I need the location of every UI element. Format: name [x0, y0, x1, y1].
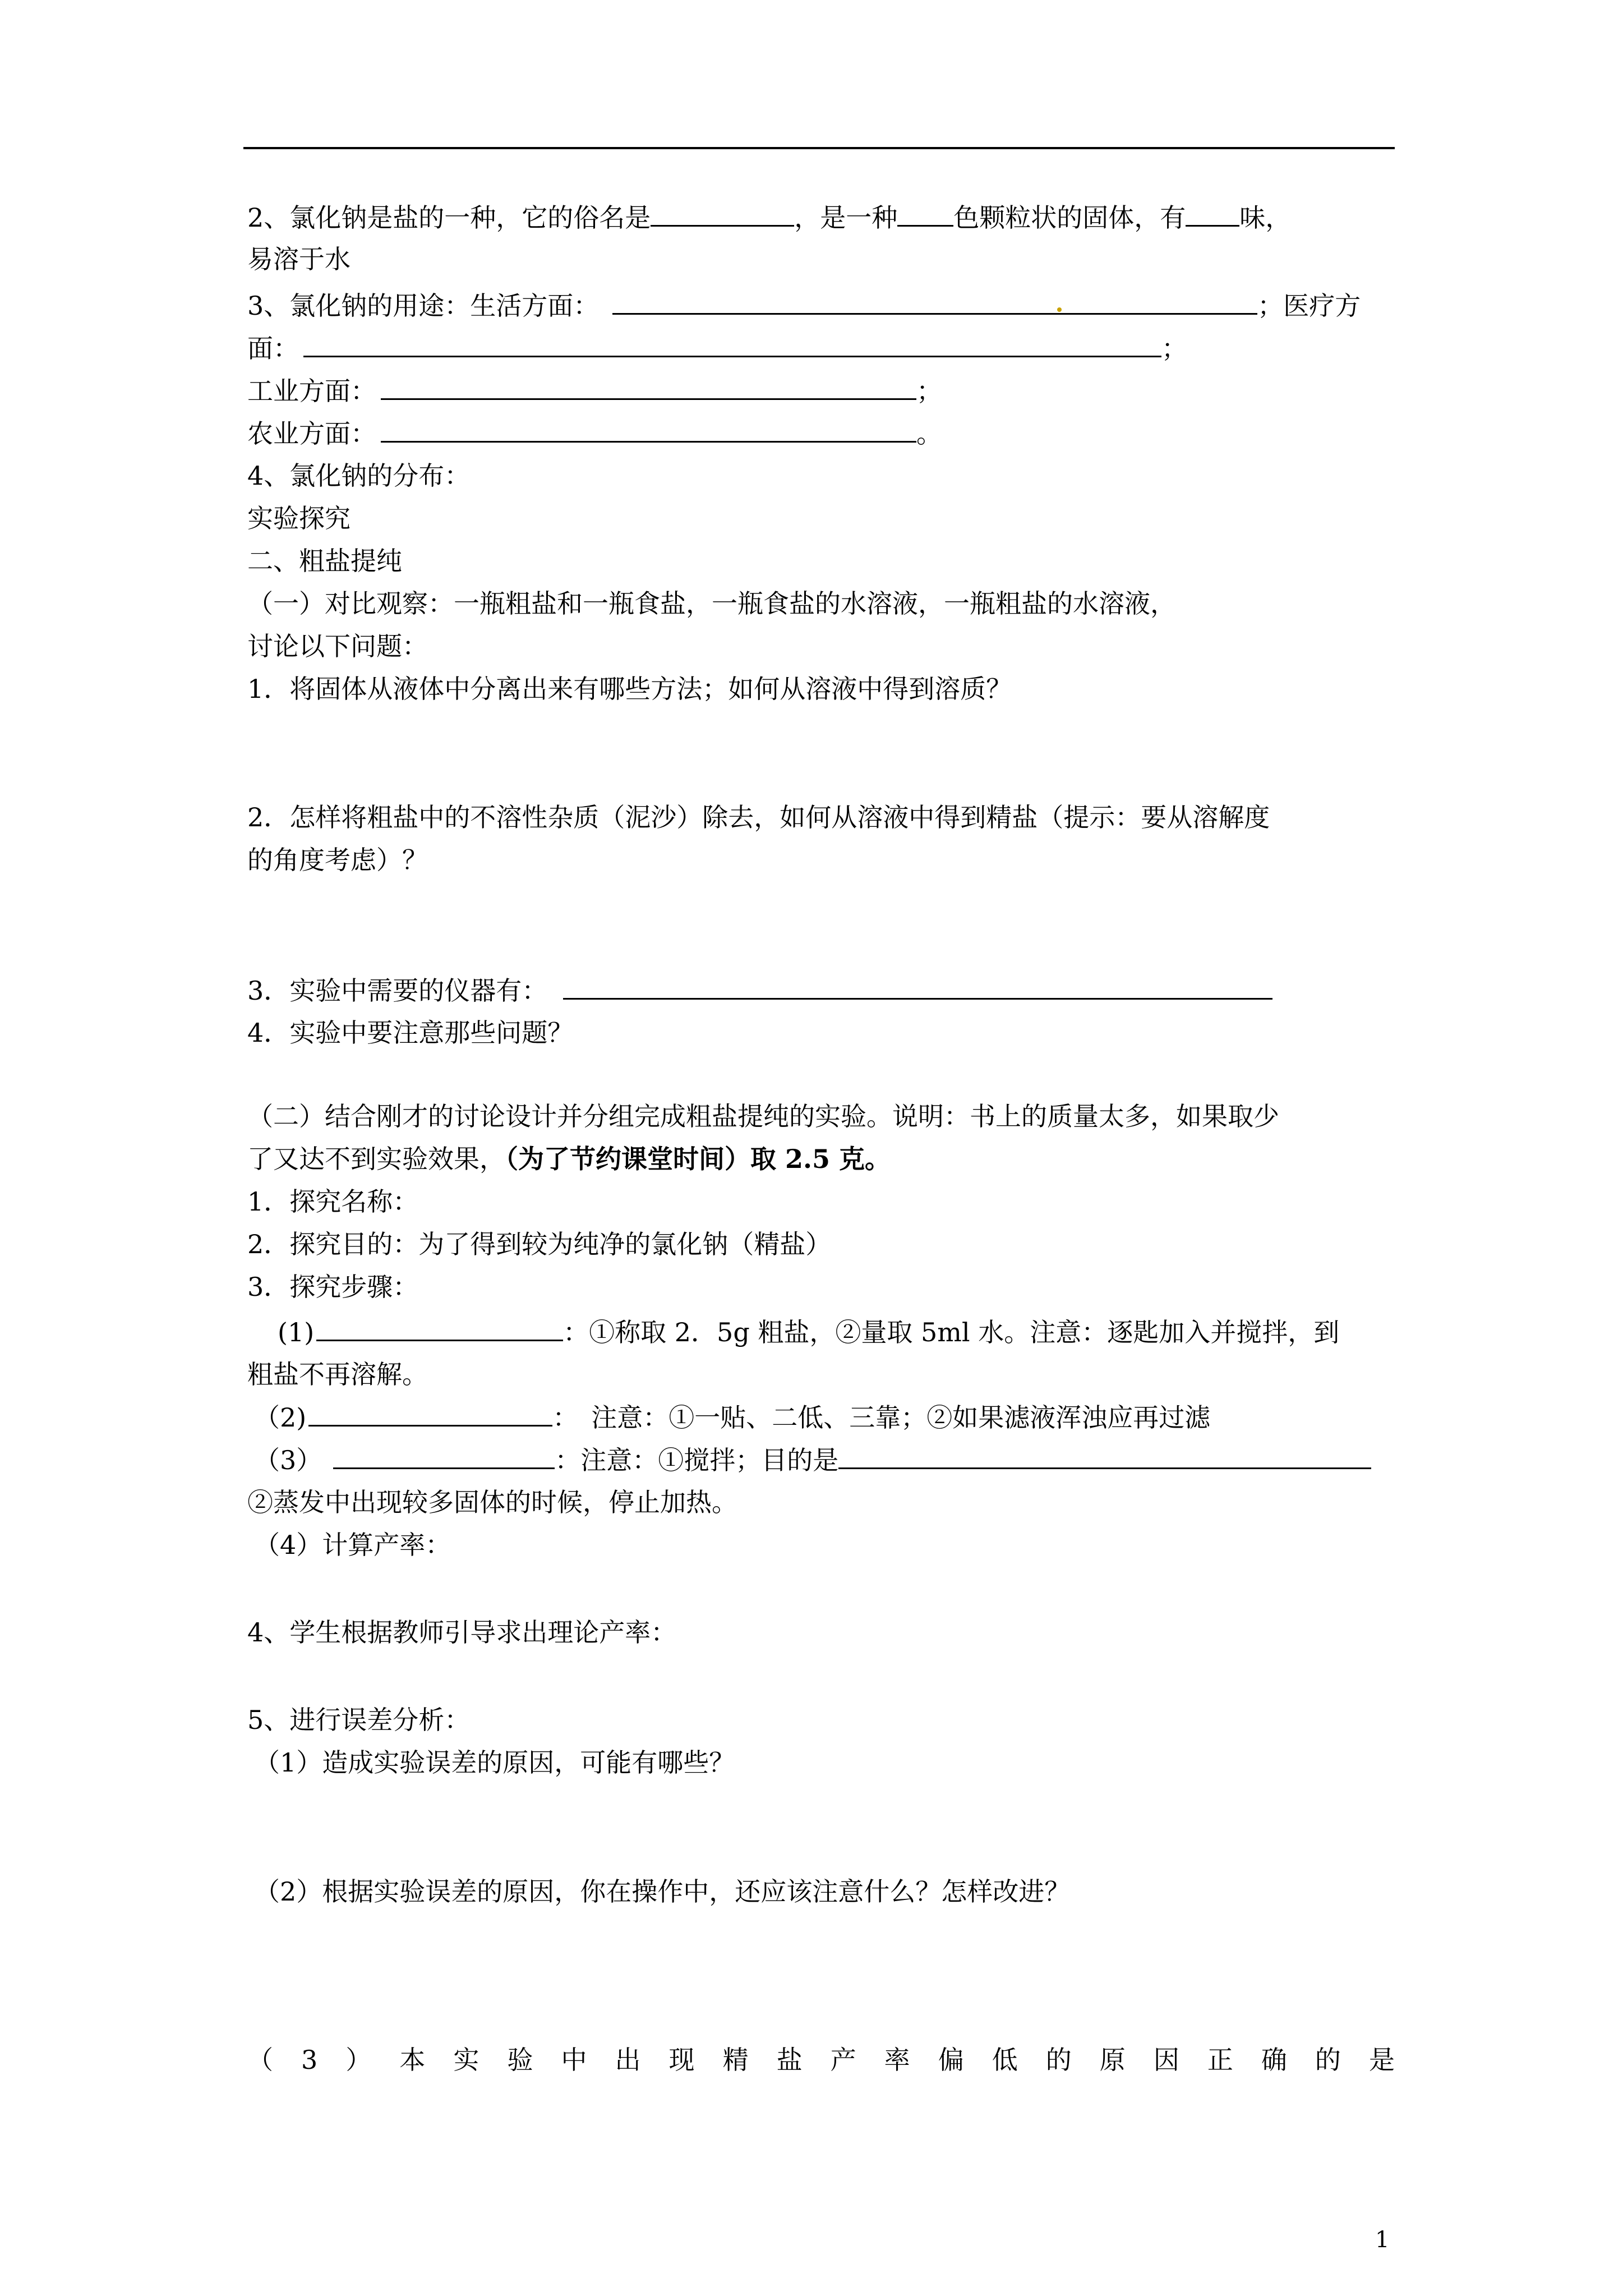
text-line: 4、氯化钠的分布： — [247, 461, 471, 491]
char: 的 — [1045, 2045, 1072, 2075]
char: 率 — [884, 2045, 910, 2075]
blank-step-2[interactable] — [308, 1400, 552, 1427]
text-line: 讨论以下问题： — [247, 631, 428, 661]
char: 低 — [992, 2045, 1018, 2075]
char: 精 — [722, 2045, 749, 2075]
industry-line: 工业方面： ； — [247, 374, 942, 408]
step-3-line: （3） ：注意：①搅拌；目的是 — [254, 1443, 1371, 1477]
text-line: 4．实验中要注意那些问题？ — [247, 1018, 574, 1048]
char: 实 — [453, 2045, 479, 2075]
char: 因 — [1153, 2045, 1179, 2075]
blank-medical-use[interactable] — [303, 331, 1161, 357]
char: 偏 — [938, 2045, 964, 2075]
medical-line: 面： ； — [247, 331, 1187, 365]
char: 原 — [1099, 2045, 1126, 2075]
text-line: ②蒸发中出现较多固体的时候，停止加热。 — [247, 1487, 737, 1517]
char: 是 — [1368, 2045, 1395, 2075]
blank-industry-use[interactable] — [381, 374, 916, 400]
blank-taste[interactable] — [1186, 200, 1239, 227]
blank-color[interactable] — [897, 200, 953, 227]
blank-step-3[interactable] — [333, 1443, 555, 1469]
blank-common-name[interactable] — [651, 200, 794, 227]
blank-step-1[interactable] — [316, 1315, 563, 1341]
question-3-line: 3、氯化钠的用途：生活方面： ；医疗方 — [247, 288, 1361, 323]
text-line: 易溶于水 — [247, 244, 351, 274]
instruments-line: 3．实验中需要的仪器有： — [247, 973, 1272, 1007]
text-line: 2．探究目的：为了得到较为纯净的氯化钠（精盐） — [247, 1229, 832, 1259]
blank-daily-use[interactable] — [612, 288, 1257, 315]
text-line: 4、学生根据教师引导求出理论产率： — [247, 1617, 677, 1648]
blank-instruments[interactable] — [563, 973, 1272, 1000]
question-2-line: 2、氯化钠是盐的一种，它的俗名是 ，是一种 色颗粒状的固体，有 味， — [247, 200, 1291, 234]
text-line: 1．将固体从液体中分离出来有哪些方法；如何从溶液中得到溶质？ — [247, 674, 1012, 704]
section-heading: 二、粗盐提纯 — [247, 546, 402, 576]
char: 验 — [507, 2045, 533, 2075]
text-line: （一）对比观察：一瓶粗盐和一瓶食盐，一瓶食盐的水溶液，一瓶粗盐的水溶液， — [247, 588, 1176, 619]
char: ） — [345, 2045, 372, 2075]
text-line: （4）计算产率： — [254, 1530, 451, 1560]
char: 本 — [399, 2045, 426, 2075]
char: 产 — [830, 2045, 856, 2075]
step-2-line: （2) ： 注意：①一贴、二低、三靠；②如果滤液浑浊应再过滤 — [254, 1400, 1210, 1434]
section-heading: 实验探究 — [247, 503, 351, 533]
header-rule — [243, 147, 1395, 149]
page-number: 1 — [1375, 2227, 1390, 2253]
text-line: 的角度考虑）？ — [247, 845, 428, 875]
text-line: 1．探究名称： — [247, 1186, 419, 1217]
text-line: 粗盐不再溶解。 — [247, 1359, 428, 1389]
text-line: （二）结合刚才的讨论设计并分组完成粗盐提纯的实验。说明：书上的质量太多，如果取少 — [247, 1101, 1279, 1131]
char: 盐 — [776, 2045, 803, 2075]
text-line: 3．探究步骤： — [247, 1272, 419, 1302]
char: 确 — [1261, 2045, 1287, 2075]
question-3-justified-line — [247, 2043, 1395, 2077]
text-line: 2．怎样将粗盐中的不溶性杂质（泥沙）除去，如何从溶液中得到精盐（提示：要从溶解度 — [247, 802, 1270, 832]
text-line: （1）造成实验误差的原因，可能有哪些？ — [254, 1747, 735, 1778]
agriculture-line: 农业方面： 。 — [247, 416, 942, 450]
text-line: 了又达不到实验效果，（为了节约课堂时间）取 2.5 克。 — [247, 1144, 891, 1174]
char: 的 — [1315, 2045, 1341, 2075]
char: 中 — [561, 2045, 587, 2075]
text-line: 5、进行误差分析： — [247, 1705, 471, 1735]
blank-stir-purpose[interactable] — [838, 1443, 1371, 1469]
char: 现 — [668, 2045, 695, 2075]
char: 3 — [301, 2045, 318, 2075]
char: （ — [247, 2045, 273, 2075]
step-1-line: (1) ：①称取 2．5g 粗盐，②量取 5ml 水。注意：逐匙加入并搅拌，到 — [278, 1315, 1339, 1349]
blank-agriculture-use[interactable] — [381, 416, 916, 443]
text-line: （2）根据实验误差的原因，你在操作中，还应该注意什么？怎样改进？ — [254, 1876, 1071, 1907]
char: 出 — [615, 2045, 641, 2075]
char: 正 — [1207, 2045, 1233, 2075]
